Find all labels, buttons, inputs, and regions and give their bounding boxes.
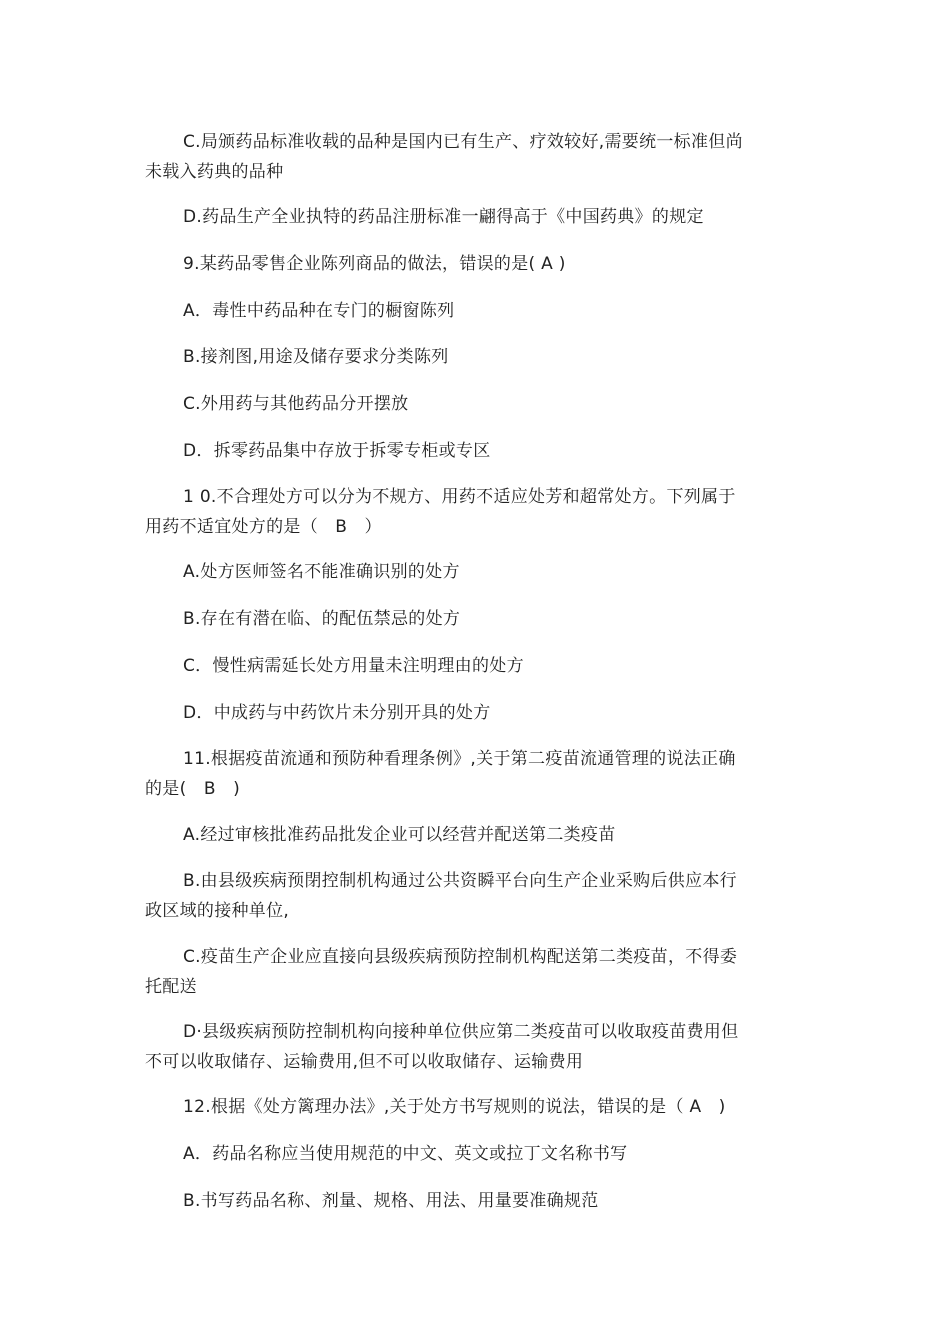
text-line: B.存在有潜在临、的配伍禁忌的处方 [183,609,461,629]
paragraph-option-9b [145,342,805,372]
text-line: 9.某药品零售企业陈列商品的做法，错误的是( A ) [183,254,566,274]
text-line: A.处方医师签名不能准确识别的处方 [183,562,460,582]
paragraph-option-11a [145,820,805,850]
text-line: B.书写药品名称、剂量、规格、用法、用量要准确规范 [183,1191,599,1211]
question-10 [145,482,805,542]
paragraph-option-10a [145,557,805,587]
text-line: 1 0.不合理处方可以分为不规方、用药不适应处芳和超常处方。下列属于 [183,487,736,507]
text-line: 的是( B ) [145,779,241,799]
text-line: D．拆零药品集中存放于拆零专柜或专区 [183,441,491,461]
text-line: A．毒性中药品种在专门的橱窗陈列 [183,301,455,321]
text-line: B.接剂图,用途及储存要求分类陈列 [183,347,449,367]
text-line: C.疫苗生产企业应直接向县级疾病预防控制机构配送第二类疫苗，不得委 [183,947,738,967]
paragraph-option-12b [145,1186,805,1216]
text-line: 不可以收取储存、运输费用,但不可以收取储存、运输费用 [145,1052,584,1072]
text-line: 12.根据《处方篱理办法》,关于处方书写规则的说法，错误的是（ A ) [183,1097,726,1117]
text-line: C.外用药与其他药品分开摆放 [183,394,409,414]
question-12 [145,1092,805,1122]
text-line: C．慢性病需延长处方用量未注明理由的处方 [183,656,524,676]
paragraph-option-12a [145,1139,805,1169]
text-line: 11.根据疫苗流通和预防种看理条例》,关于第二疫苗流通管理的说法正确 [183,749,736,769]
text-line: D.药品生产全业执特的药品注册标准一翩得高于《中国药典》的规定 [183,207,704,227]
text-line: D．中成药与中药饮片未分别开具的处方 [183,703,491,723]
text-line: C.局颁药品标准收载的品种是国内已有生产、疗效较好,需要统一标准但尚 [183,132,743,152]
text-line: B.由县级疾病预閉控制机构通过公共资瞬平台向生产企业采购后供应本行 [183,871,737,891]
text-line: 托配送 [145,977,197,997]
paragraph-option-9a [145,296,805,326]
text-line: 政区域的接种单位, [145,901,290,921]
question-9 [145,249,805,279]
paragraph-option-8c [145,127,805,187]
text-line: 未载入药典的品种 [145,162,284,182]
paragraph-option-11d [145,1017,805,1077]
text-line: A．药品名称应当使用规范的中文、英文或拉丁文名称书写 [183,1144,628,1164]
paragraph-option-10d [145,698,805,728]
question-11 [145,744,805,804]
text-line: D·县级疾病预防控制机构向接种单位供应第二类疫苗可以收取疫苗费用但 [183,1022,739,1042]
paragraph-option-9d [145,436,805,466]
paragraph-option-10c [145,651,805,681]
paragraph-option-11b [145,866,805,926]
paragraph-option-11c [145,942,805,1002]
text-line: A.经过审核批准药品批发企业可以经营并配送第二类疫苗 [183,825,616,845]
paragraph-option-9c [145,389,805,419]
paragraph-option-8d [145,202,805,232]
paragraph-option-10b [145,604,805,634]
text-line: 用药不适宜处方的是（ B ） [145,517,382,537]
